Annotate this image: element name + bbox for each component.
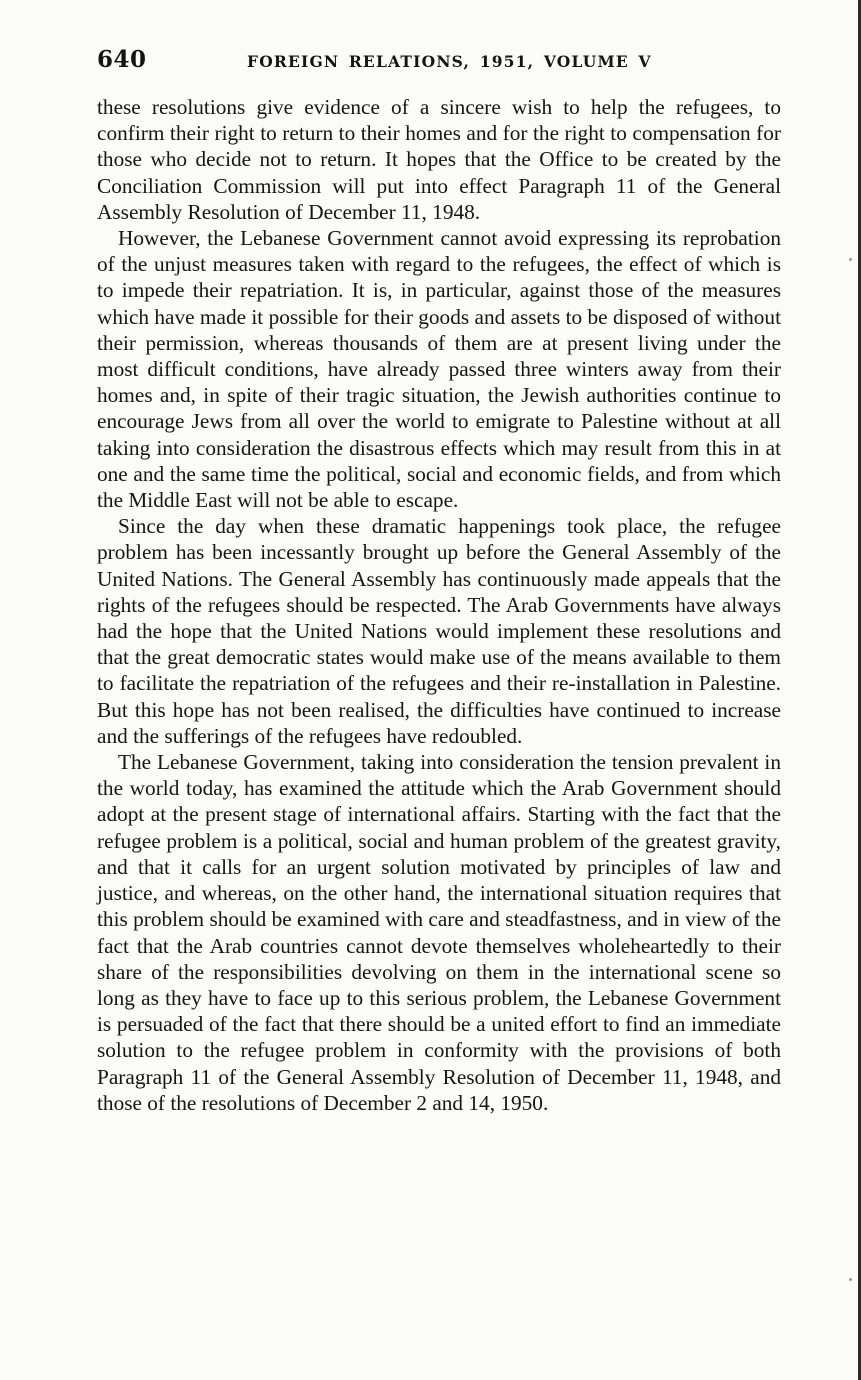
scan-speck: [849, 1278, 852, 1281]
page-header: [97, 46, 781, 76]
paragraph: Since the day when these dramatic happenings took place, the refugee problem has been incessantly brought up before the General Assembly of the United Nations. The General Assembly has continuously made appeals that the rights of the refugees should be respected. The Arab Governments have always had the hope that the United Nations would implement these resolutions and that the great democratic states would make use of the means available to them to facilitate the repatriation of the refugees and their re-installation in Palestine. But this hope has not been realised, the difficulties have continued to increase and the sufferings of the refugees have redoubled.: [97, 514, 781, 748]
paragraph: However, the Lebanese Government cannot avoid expressing its reprobation of the unjust measures taken with regard to the refugees, the effect of which is to impede their repatriation. It is, in particular, against those of the measures which have made it possible for their goods and assets to be disposed of without their permission, whereas thousands of them are at present living under the most difficult conditions, have already passed three winters away from their homes and, in spite of their tragic situation, the Jewish authorities continue to encourage Jews from all over the world to emigrate to Palestine without at all taking into consideration the disastrous effects which may result from this in at one and the same time the political, social and economic fields, and from which the Middle East will not be able to escape.: [97, 226, 781, 513]
scan-speck: [849, 258, 852, 261]
page-number: 640: [97, 46, 147, 73]
paragraph-continued: these resolutions give evidence of a sincere wish to help the refugees, to confirm their right to return to their homes and for the right to compensation for those who decide not to return. It hopes that the Office to be created by the Conciliation Commission will put into effect Paragraph 11 of the General Assembly Resolution of December 11, 1948.: [97, 95, 781, 224]
paragraph: The Lebanese Government, taking into consideration the tension prevalent in the world today, has examined the attitude which the Arab Government should adopt at the present stage of international affairs. Starting with the fact that the refugee problem is a political, social and human problem of the greatest gravity, and that it calls for an urgent solution motivated by principles of law and justice, and whereas, on the other hand, the international situation requires that this problem should be examined with care and steadfastness, and in view of the fact that the Arab countries cannot devote themselves wholeheartedly to their share of the responsibilities devolving on them in the international scene so long as they have to face up to this serious problem, the Lebanese Government is persuaded of the fact that there should be a united effort to find an immediate solution to the refugee problem in conformity with the provisions of both Paragraph 11 of the General Assembly Resolution of December 11, 1948, and those of the resolutions of December 2 and 14, 1950.: [97, 750, 781, 1115]
body-text: [97, 94, 781, 1116]
running-title: FOREIGN RELATIONS, 1951, VOLUME V: [247, 52, 652, 71]
